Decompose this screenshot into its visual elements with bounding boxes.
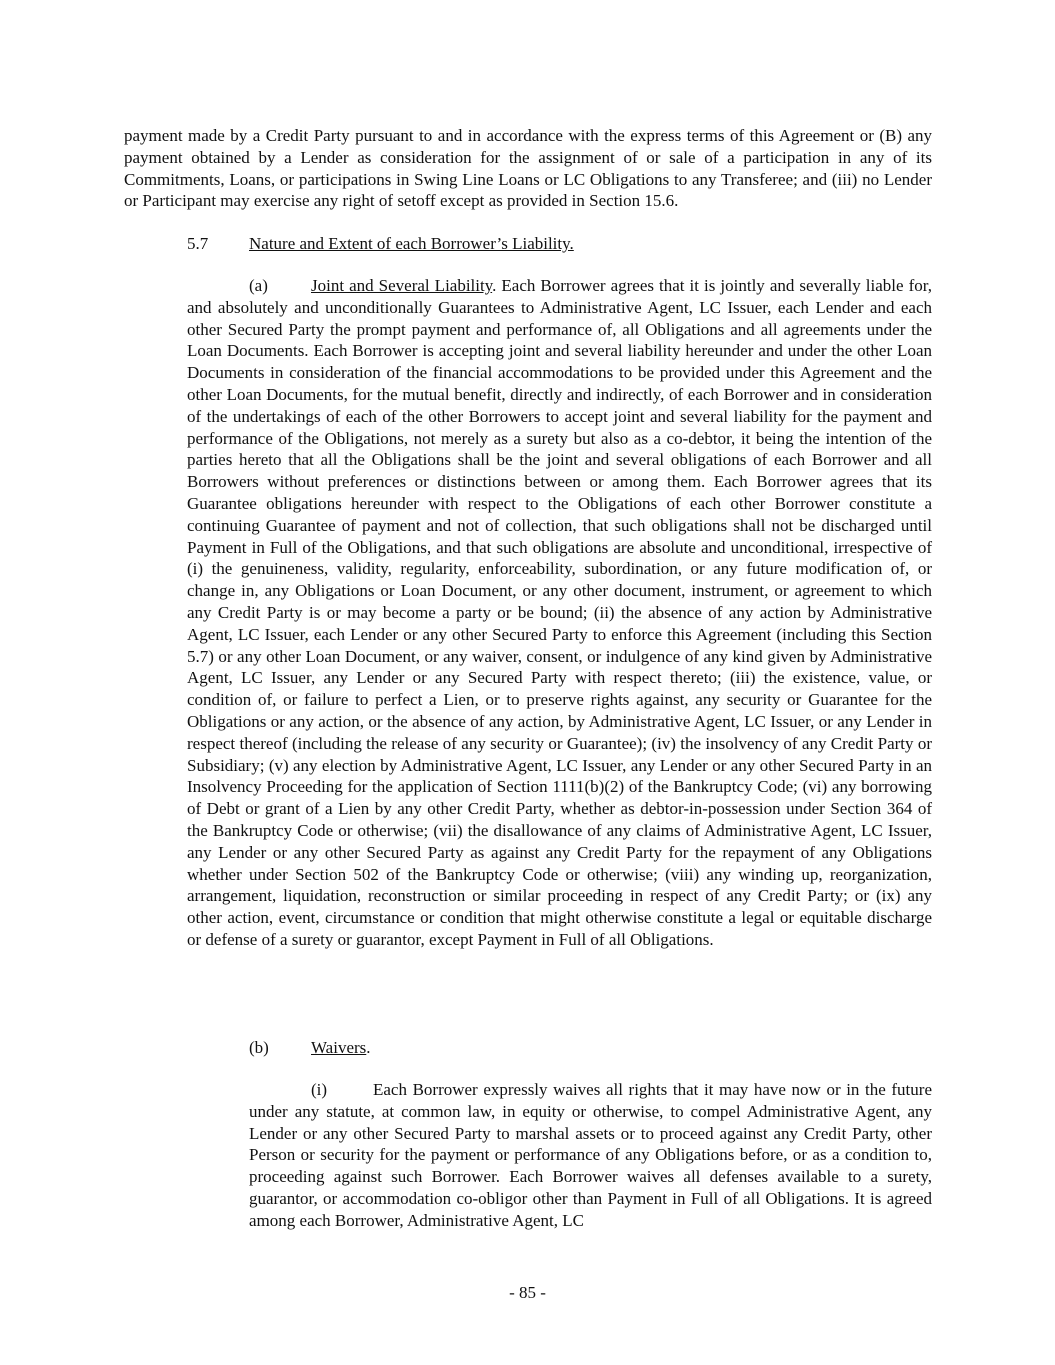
subsection-a-label: (a) xyxy=(249,276,268,295)
subsection-b-title: Waivers xyxy=(311,1038,367,1057)
clause-i-body: Each Borrower expressly waives all rights that it may have now or in the future under any statute, at common law, in equity or otherwise, to compel Administrative Agent, any Lender or any other Secured Party to marshal assets or to proceed against any Credit Party, other Person or security for the payment or performance of any Obligations before, or as a condition to, proceeding against such Borrower. Each Borrower waives all defenses available to a surety, guarantor, or accommodation co-obligor other than Payment in Full of all Obligations. It is agreed among each Borrower, Administrative Agent, LC xyxy=(249,1080,932,1230)
section-number: 5.7 xyxy=(187,234,209,253)
subsection-b-heading xyxy=(249,1037,849,1059)
clause-i-label: (i) xyxy=(311,1080,328,1099)
subsection-b-label: (b) xyxy=(249,1038,269,1057)
subsection-b-period: . xyxy=(366,1038,371,1057)
intro-paragraph: payment made by a Credit Party pursuant to and in accordance with the express terms of this Agreement or (B) any payment obtained by a Lender as consideration for the assignment of or sale of a participation in any of its Commitments, Loans, or participations in Swing Line Loans or LC Obligations to any Transferee; and (iii) no Lender or Participant may exercise any right of setoff except as provided in Section 15.6. xyxy=(124,126,932,211)
section-title: Nature and Extent of each Borrower’s Liability. xyxy=(249,234,574,253)
subsection-a-heading: Joint and Several Liability xyxy=(311,276,493,295)
section-heading xyxy=(187,233,887,255)
subsection-a-body: . Each Borrower agrees that it is jointly and severally liable for, and absolutely and unconditionally Guarantees to Administrative Agent, LC Issuer, each Lender and each other Secured Party the prompt payment and performance of, all Obligations and all agreements under the Loan Documents. Each Borrower is accepting joint and several liability hereunder and under the other Loan Documents in consideration of the financial accommodations to be provided under this Agreement and the other Loan Documents, for the mutual benefit, directly and indirectly, of each Borrower and in consideration of the undertakings of each of the other Borrowers to accept joint and several liability for the payment and performance of the Obligations, not merely as a surety but also as a co-debtor, it being the intention of the parties hereto that all the Obligations shall be the joint and several obligations of each Borrower and all Borrowers without preferences or distinctions between or among them. Each Borrower agrees that its Guarantee obligations hereunder with respect to the Obligations of each other Borrower constitute a continuing Guarantee of payment and not of collection, that such obligations shall not be discharged until Payment in Full of the Obligations, and that such obligations are absolute and unconditional, irrespective of (i) the genuineness, validity, regularity, enforceability, subordination, or any future modification of, or change in, any Obligations or Loan Document, or any other document, instrument, or agreement to which any Credit Party is or may become a party or be bound; (ii) the absence of any action by Administrative Agent, LC Issuer, each Lender or any other Secured Party to enforce this Agreement (including this Section 5.7) or any other Loan Document, or any waiver, consent, or indulgence of any kind given by Administrative Agent, LC Issuer, any Lender or any Secured Party with respect thereto; (iii) the existence, value, or condition of, or failure to perfect a Lien, or to preserve rights against, any security or Guarantee for the Obligations or any action, or the absence of any action, by Administrative Agent, LC Issuer, or any Lender in respect thereof (including the release of any security or Guarantee); (iv) the insolvency of any Credit Party or Subsidiary; (v) any election by Administrative Agent, LC Issuer, any Lender or any other Secured Party in an Insolvency Proceeding for the application of Section 1111(b)(2) of the Bankruptcy Code; (vi) any borrowing of Debt or grant of a Lien by any other Credit Party, whether as debtor-in-possession under Section 364 of the Bankruptcy Code or otherwise; (vii) the disallowance of any claims of Administrative Agent, LC Issuer, any Lender or any other Secured Party as against any Credit Party for the repayment of any Obligations whether under Section 502 of the Bankruptcy Code or otherwise; (viii) any winding up, reorganization, arrangement, liquidation, reconstruction or similar proceeding in respect of any Credit Party; or (ix) any other action, event, circumstance or condition that might otherwise constitute a legal or equitable discharge or defense of a surety or guarantor, except Payment in Full of all Obligations. xyxy=(187,276,932,949)
clause-i-paragraph xyxy=(249,1079,932,1232)
subsection-a-paragraph xyxy=(187,275,932,951)
page-number: - 85 - xyxy=(509,1283,546,1302)
